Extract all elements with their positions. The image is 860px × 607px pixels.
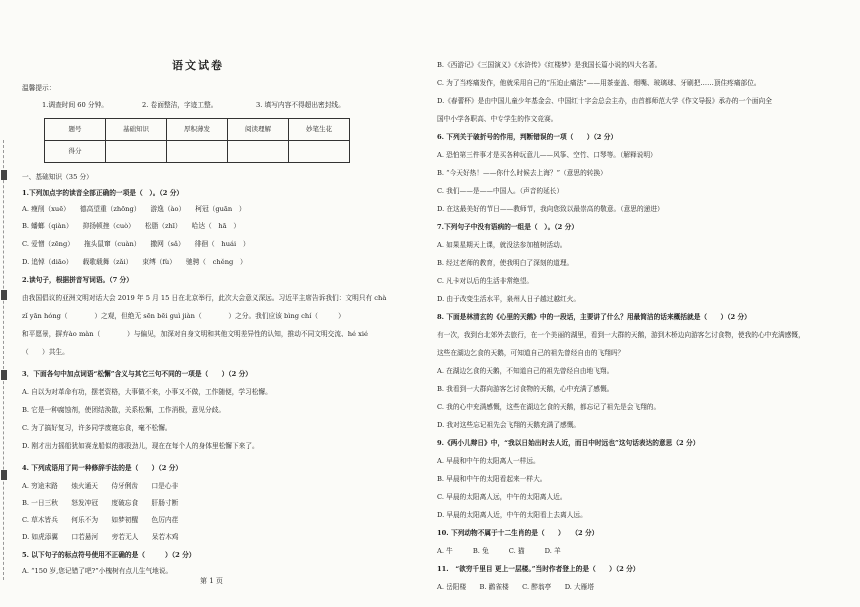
- option-line: 国中小学各职高、中专学生的作文竞赛。: [437, 115, 558, 123]
- option-line: A. 牛 B. 兔 C. 猫 D. 羊: [437, 547, 561, 555]
- page-title: 语文试卷: [172, 59, 224, 72]
- option-line: A. 岳阳楼 B. 鹳雀楼 C. 醉翁亭 D. 大雁塔: [437, 583, 595, 591]
- question-8: 8. 下面是林清玄的《心里的天鹅》中的一段话，主要讲了什么？用最简洁的话来概括就是（ ）（2 分）: [437, 313, 751, 321]
- option-line: B. 我看到一大群向游客乞讨食物的天鹅，心中充满了感慨。: [437, 385, 614, 393]
- option-line: C. 为了当疼痛发作，他就采用自己的“压迫止痛法”——用茶壶盖、烟嘴、玻璃球、牙刷把……顶住疼痛部位。: [437, 79, 761, 87]
- option-line: B. 早晨和中午的太阳看起来一样大。: [437, 475, 547, 483]
- option-line: D. 追悼（diāo） 载歌载舞（zǎi） 束缚（fù） 驰骋（ chěng ）: [22, 258, 247, 266]
- option-line: B. 一日三秋 怒发冲冠 度破忘食 肝肠寸断: [22, 499, 179, 507]
- question-9: 9.《两小儿辩日》中，“我以日始出时去人近，而日中时远也”这句话表达的意思（2 分）: [437, 439, 700, 447]
- reminder-3: 3. 填写内容不得超出密封线。: [256, 101, 345, 109]
- score-cell[interactable]: [167, 141, 228, 163]
- score-label: 得分: [45, 141, 106, 163]
- option-line: C. 我的心中充满感慨，这些在湖边乞食的天鹅，都忘记了祖先是会飞翔的。: [437, 403, 661, 411]
- option-line: B. 它是一种腐蚀剂，使团结涣散，关系松懈，工作消极，意见分歧。: [22, 406, 226, 414]
- section-heading: 一、基础知识（35 分）: [22, 173, 93, 181]
- option-line: C. 爱憎（zēng） 拖头鼠窜（cuàn） 撒网（sǎ） 徘徊（ huái ）: [22, 240, 250, 248]
- option-line: D. 我对这些忘记祖先会飞翔的天鹅充满了感慨。: [437, 421, 581, 429]
- score-header: 阅读理解: [228, 119, 289, 141]
- option-line: A. 恐怕第三件事才是买各种玩意儿——风筝、空竹、口琴等。（解释说明）: [437, 151, 657, 159]
- question-2: 2.读句子，根据拼音写词语。（7 分）: [22, 276, 133, 284]
- passage-line: （ ）共生。: [22, 348, 69, 356]
- option-line: C. 草木皆兵 何乐不为 如梦初醒 色厉内荏: [22, 516, 179, 524]
- option-line: C. 早晨的太阳离人远，中午的太阳离人近。: [437, 493, 567, 501]
- page-number: 第 1 页: [200, 577, 223, 585]
- passage-line: 由我国倡议的亚洲文明对话大会 2019 年 5 月 15 日在北京举行，此次大会意义深远。习近平主席告诉我们：文明只有 chà: [22, 294, 387, 302]
- option-line: D. 由于改变生活水平，泉州人日子越过越红火。: [437, 295, 581, 303]
- option-line: A. 早晨和中午的太阳离人一样远。: [437, 457, 540, 465]
- reminder-label: 温馨提示：: [22, 84, 56, 92]
- passage-line: 这些在湖边乞食的天鹅，可知道自己的祖先曾经自由的飞翔吗？: [437, 349, 625, 357]
- question-7: 7.下列句子中没有语病的一组是（ ）。（2 分）: [437, 223, 579, 231]
- option-line: A. 瘦削（xuē） 德高望重（zhōng） 游逸（ào） 柯冠（guān ）: [22, 205, 246, 213]
- option-line: A. 在湖边乞食的天鹅，不知道自己的祖先曾经自由地飞翔。: [437, 367, 614, 375]
- reminder-2: 2. 卷面整洁，字迹工整。: [142, 101, 218, 109]
- question-5: 5. 以下句子的标点符号使用不正确的是（ ）（2 分）: [22, 551, 196, 559]
- option-line: B. 经过老师的教育，使我明白了深刻的道理。: [437, 259, 574, 267]
- option-line: B. “今天好热！——你什么时候去上海？”（意思的转换）: [437, 169, 607, 177]
- question-6: 6. 下列关于破折号的作用，判断错误的一项（ ）（2 分）: [437, 133, 618, 141]
- question-1: 1.下列加点字的读音全部正确的一项是（ ）。（2 分）: [22, 189, 184, 197]
- option-line: D. 如虎添翼 口若悬河 旁若无人 呆若木鸡: [22, 533, 179, 541]
- question-11: 11. “欲穷千里目 更上一层楼。”当时作者登上的是（ ）（2 分）: [437, 565, 640, 573]
- question-4: 4. 下列成语用了同一种修辞手法的是（ ）（2 分）: [22, 464, 183, 472]
- score-cell[interactable]: [106, 141, 167, 163]
- option-line: B. 蟠螂（qiàn） 抑扬顿挫（cuò） 松脂（zhī） 哈达（ hā ）: [22, 222, 241, 230]
- reminder-1: 1.调查时间 60 分钟。: [42, 101, 108, 109]
- score-header: 基础知识: [106, 119, 167, 141]
- binding-margin: [3, 140, 18, 580]
- option-line: C. 我们——是——中国人。（声音的延长）: [437, 187, 564, 195]
- option-line: A. 如果星期天上课，就没法参加植树活动。: [437, 241, 567, 249]
- option-line: C. 凡卡对以后的生活非常绝望。: [437, 277, 534, 285]
- option-line: D.《春蕾杯》是由中国儿童少年基金会、中国红十字会总会主办，由首都师范大学《作文导报》承办的一个面向全: [437, 97, 772, 105]
- option-line: A. “150 岁,您记错了吧?”小槐树有点儿生气地说。: [22, 567, 173, 575]
- score-header: 妙笔生花: [289, 119, 350, 141]
- score-cell[interactable]: [228, 141, 289, 163]
- question-3: 3．下面各句中加点词语“松懈”含义与其它三句不同的一项是（ ）（2 分）: [22, 370, 252, 378]
- passage-line: 有一次，我到台北郊外去旅行，在一个美丽的湖里，看到一大群的天鹅，游到木桥边向游客乞讨食物，使我的心中充满感慨，: [437, 331, 805, 339]
- question-10: 10. 下列动物不属于十二生肖的是（ ） （2 分）: [437, 529, 599, 537]
- option-line: D. 刚才出力摇船犹如赛龙船似的那股劲儿，现在在每个人的身体里松懈下来了。: [22, 442, 259, 450]
- score-header: 厚积薄发: [167, 119, 228, 141]
- score-header: 题号: [45, 119, 106, 141]
- score-table: [44, 118, 350, 163]
- passage-line: 和平愿景，摒弃ào màn（ ）与偏见，加深对自身文明和其他文明差异性的认知，推动不同文明交流、hé xié: [22, 330, 368, 338]
- option-line: A. 自以为对革命有功，摆老资格，大事做不来，小事又不做，工作随便，学习松懈。: [22, 388, 272, 396]
- option-line: C. 为了搞好复习，许多同学废寝忘食，毫不松懈。: [22, 424, 172, 432]
- option-line: B.《西游记》《三国演义》《水浒传》《红楼梦》是我国长篇小说的四大名著。: [437, 61, 662, 69]
- passage-line: zǐ yān hóng（ ）之观，但绝无 sēn bēi guì jiàn（ ）之分。我们应该 bìng chí（ ）: [22, 312, 345, 320]
- score-cell[interactable]: [289, 141, 350, 163]
- option-line: D. 早晨的太阳离人近，中午的太阳看上去离人远。: [437, 511, 587, 519]
- option-line: A. 穷途末路 烛火通天 侍牙俐齿 口是心非: [22, 482, 179, 490]
- option-line: D. 在这最美好的节日——教师节，我向您致以最崇高的敬意。（意思的递进）: [437, 205, 664, 213]
